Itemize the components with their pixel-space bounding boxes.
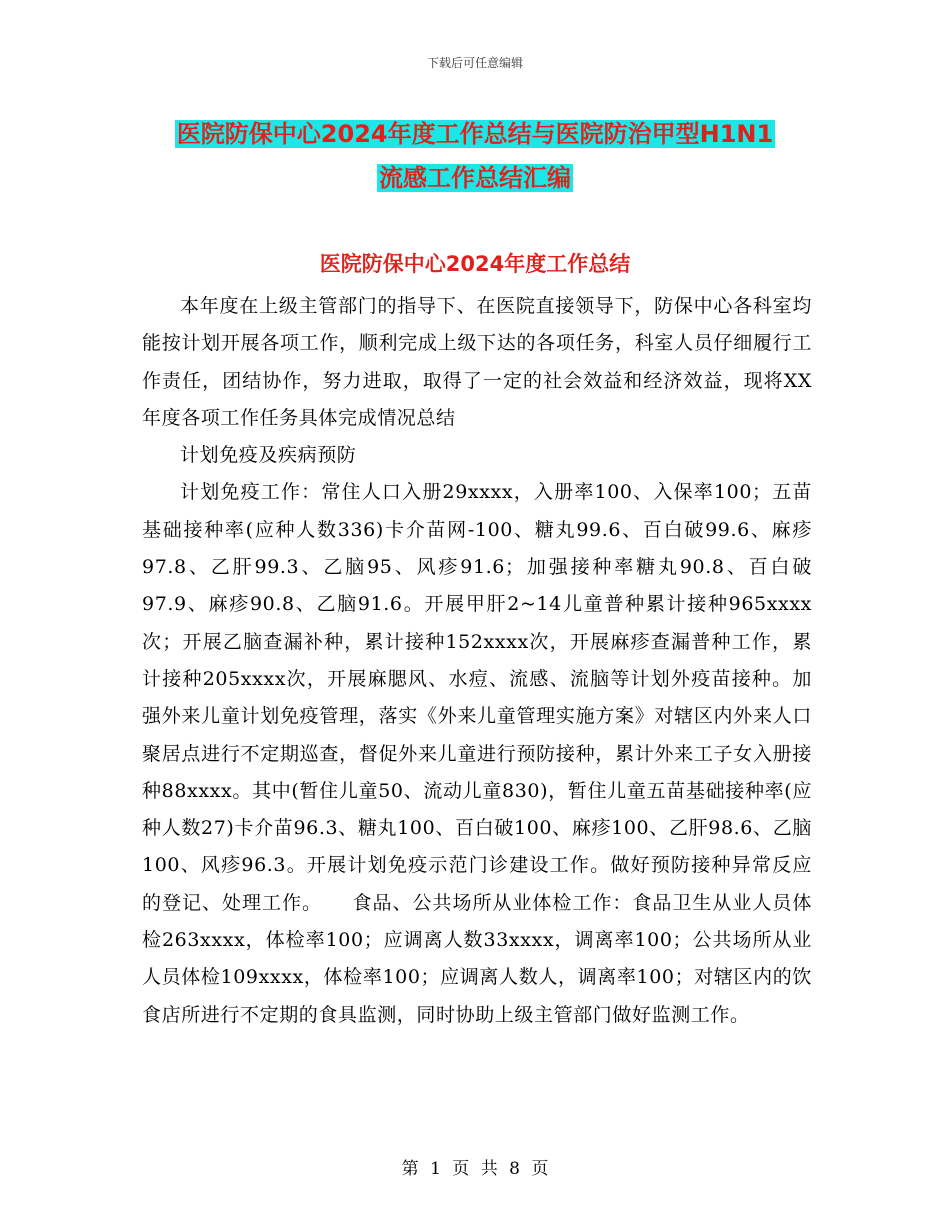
page-number-footer: 第 1 页 共 8 页 (401, 1159, 549, 1179)
document-title-line-1: 医院防保中心2024年度工作总结与医院防治甲型H1N1 (176, 120, 774, 148)
body-paragraph-immunization: 计划免疫工作：常住人口入册29xxxx，入册率100、入保率100；五苗基础接种率(应种人数336)卡介苗网-100、糖丸99.6、百白破99.6、麻疹97.8、乙肝99.3、乙脑95、风疹91.6；加强接种率糖丸90.8、百白破97.9、麻疹90.8、乙脑91.6。开展甲肝2~14儿童普种累计接种965xxxx次；开展乙脑查漏补种，累计接种152xxxx次，开展麻疹查漏普种工作，累计接种205xxxx次，开展麻腮风、水痘、流感、流脑等计划外疫苗接种。加强外来儿童计划免疫管理，落实《外来儿童管理实施方案》对辖区内外来人口聚居点进行不定期巡查，督促外来儿童进行预防接种，累计外来工子女入册接种88xxxx。其中(暂住儿童50、流动儿童830)，暂住儿童五苗基础接种率(应种人数27)卡介苗96.3、糖丸100、百白破100、麻疹100、乙肝98.6、乙脑100、风疹96.3。开展计划免疫示范门诊建设工作。做好预防接种异常反应的登记、处理工作。 食品、公共场所从业体检工作：食品卫生从业人员体检263xxxx，体检率100；应调离人数33xxxx，调离率100；公共场所从业人员体检109xxxx，体检率100；应调离人数人，调离率100；对辖区内的饮食店所进行不定期的食具监测，同时协助上级主管部门做好监测工作。 (142, 481, 812, 1026)
body-paragraph-subheading: 计划免疫及疾病预防 (180, 444, 357, 467)
body-paragraph-intro: 本年度在上级主管部门的指导下、在医院直接领导下，防保中心各科室均能按计划开展各项工作，顺利完成上级下达的各项任务，科室人员仔细履行工作责任，团结协作，努力进取，取得了一定的社会效益和经济效益，现将XX年度各项工作任务具体完成情况总结 (142, 295, 812, 429)
document-title-line-2: 流感工作总结汇编 (379, 164, 571, 192)
document-title (0, 112, 950, 200)
document-body (142, 288, 812, 1034)
section-title: 医院防保中心2024年度工作总结 (319, 252, 631, 276)
page-header-note: 下载后可任意编辑 (426, 56, 523, 70)
